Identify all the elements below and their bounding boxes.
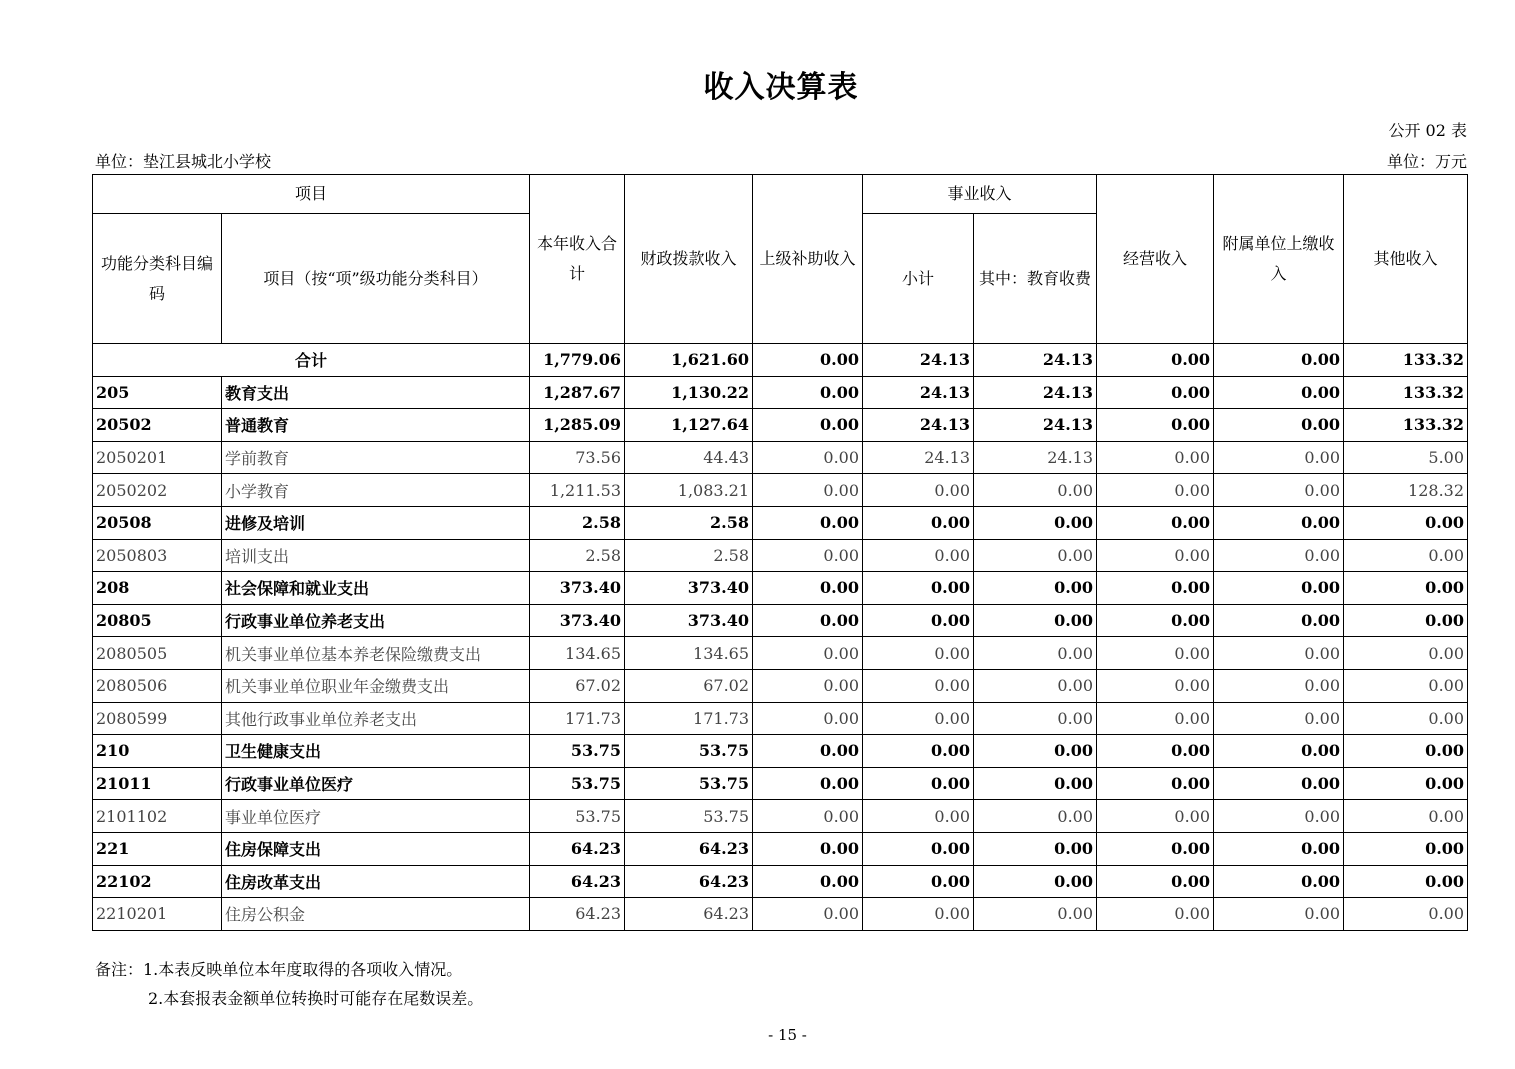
table-cell: 0.00 <box>1214 800 1344 833</box>
table-cell: 0.00 <box>1344 637 1468 670</box>
table-cell: 0.00 <box>753 898 863 931</box>
table-cell: 0.00 <box>1097 474 1214 507</box>
table-cell: 0.00 <box>753 506 863 539</box>
table-cell: 0.00 <box>974 474 1097 507</box>
table-cell: 24.13 <box>863 441 974 474</box>
table-cell: 0.00 <box>863 865 974 898</box>
total-row <box>93 344 1468 377</box>
cell-code: 20502 <box>93 409 222 442</box>
cell-name: 住房改革支出 <box>222 865 530 898</box>
table-cell: 0.00 <box>1097 604 1214 637</box>
header-name: 项目（按“项”级功能分类科目） <box>222 214 530 344</box>
table-cell: 24.13 <box>974 376 1097 409</box>
table-cell: 24.13 <box>974 409 1097 442</box>
table-cell: 53.75 <box>625 767 753 800</box>
table-cell: 64.23 <box>625 898 753 931</box>
table-cell: 0.00 <box>1097 767 1214 800</box>
table-cell: 0.00 <box>974 637 1097 670</box>
unit-organization: 单位：垫江县城北小学校 <box>95 152 272 171</box>
table-row <box>93 506 1468 539</box>
table-row <box>93 767 1468 800</box>
table-cell: 0.00 <box>1097 344 1214 377</box>
table-cell: 0.00 <box>863 572 974 605</box>
table-row <box>93 604 1468 637</box>
table-cell: 0.00 <box>974 800 1097 833</box>
table-cell: 0.00 <box>974 865 1097 898</box>
income-table <box>92 174 1468 931</box>
cell-code: 208 <box>93 572 222 605</box>
table-cell: 0.00 <box>1344 735 1468 768</box>
cell-code: 2080506 <box>93 669 222 702</box>
table-cell: 1,083.21 <box>625 474 753 507</box>
table-cell: 0.00 <box>1214 539 1344 572</box>
table-cell: 0.00 <box>753 409 863 442</box>
table-cell: 24.13 <box>974 441 1097 474</box>
table-cell: 0.00 <box>1344 832 1468 865</box>
table-cell: 0.00 <box>974 539 1097 572</box>
cell-code: 21011 <box>93 767 222 800</box>
table-cell: 0.00 <box>1344 702 1468 735</box>
cell-code: 2050803 <box>93 539 222 572</box>
table-cell: 0.00 <box>974 898 1097 931</box>
table-cell: 373.40 <box>625 572 753 605</box>
table-cell: 0.00 <box>1344 898 1468 931</box>
table-cell: 44.43 <box>625 441 753 474</box>
table-cell: 0.00 <box>1344 506 1468 539</box>
cell-code: 2050201 <box>93 441 222 474</box>
table-cell: 1,127.64 <box>625 409 753 442</box>
note-2: 2.本套报表金额单位转换时可能存在尾数误差。 <box>148 989 484 1008</box>
header-affiliated: 附属单位上缴收入 <box>1214 175 1344 344</box>
table-cell: 73.56 <box>530 441 625 474</box>
table-row <box>93 572 1468 605</box>
table-cell: 0.00 <box>1214 604 1344 637</box>
table-row <box>93 637 1468 670</box>
table-cell: 2.58 <box>530 506 625 539</box>
table-cell: 0.00 <box>1097 832 1214 865</box>
table-row <box>93 539 1468 572</box>
table-row <box>93 865 1468 898</box>
table-cell: 0.00 <box>753 702 863 735</box>
table-row <box>93 409 1468 442</box>
table-cell: 24.13 <box>863 409 974 442</box>
table-cell: 0.00 <box>1097 669 1214 702</box>
table-cell: 373.40 <box>625 604 753 637</box>
table-cell: 0.00 <box>863 702 974 735</box>
table-cell: 1,287.67 <box>530 376 625 409</box>
table-cell: 0.00 <box>1097 702 1214 735</box>
header-business: 事业收入 <box>863 175 1097 214</box>
table-row <box>93 702 1468 735</box>
table-cell: 0.00 <box>1214 735 1344 768</box>
table-cell: 67.02 <box>530 669 625 702</box>
table-cell: 0.00 <box>1097 409 1214 442</box>
table-row <box>93 800 1468 833</box>
table-cell: 134.65 <box>625 637 753 670</box>
table-cell: 0.00 <box>753 572 863 605</box>
table-cell: 0.00 <box>1214 572 1344 605</box>
table-cell: 0.00 <box>1214 409 1344 442</box>
table-cell: 0.00 <box>863 637 974 670</box>
table-cell: 373.40 <box>530 604 625 637</box>
cell-name: 卫生健康支出 <box>222 735 530 768</box>
table-cell: 0.00 <box>1097 441 1214 474</box>
table-cell: 0.00 <box>863 604 974 637</box>
table-cell: 0.00 <box>863 669 974 702</box>
table-cell: 133.32 <box>1344 376 1468 409</box>
table-cell: 0.00 <box>863 539 974 572</box>
cell-code: 20508 <box>93 506 222 539</box>
table-cell: 24.13 <box>974 344 1097 377</box>
cell-code: 2210201 <box>93 898 222 931</box>
table-cell: 0.00 <box>1344 539 1468 572</box>
note-1: 备注：1.本表反映单位本年度取得的各项收入情况。 <box>95 960 463 979</box>
header-code: 功能分类科目编码 <box>93 214 222 344</box>
page-title: 收入决算表 <box>703 70 859 105</box>
cell-code: 205 <box>93 376 222 409</box>
header-fiscal: 财政拨款收入 <box>625 175 753 344</box>
table-cell: 0.00 <box>753 539 863 572</box>
table-cell: 0.00 <box>1097 800 1214 833</box>
table-row <box>93 832 1468 865</box>
table-cell: 24.13 <box>863 344 974 377</box>
table-cell: 53.75 <box>625 735 753 768</box>
table-cell: 0.00 <box>753 767 863 800</box>
cell-code: 20805 <box>93 604 222 637</box>
cell-name: 培训支出 <box>222 539 530 572</box>
table-cell: 53.75 <box>625 800 753 833</box>
table-cell: 0.00 <box>753 604 863 637</box>
total-label: 合计 <box>93 344 530 377</box>
table-cell: 0.00 <box>863 474 974 507</box>
table-cell: 64.23 <box>530 832 625 865</box>
cell-name: 社会保障和就业支出 <box>222 572 530 605</box>
cell-name: 其他行政事业单位养老支出 <box>222 702 530 735</box>
table-cell: 128.32 <box>1344 474 1468 507</box>
cell-code: 2080599 <box>93 702 222 735</box>
table-cell: 0.00 <box>1214 702 1344 735</box>
table-cell: 0.00 <box>1097 735 1214 768</box>
cell-name: 进修及培训 <box>222 506 530 539</box>
table-cell: 0.00 <box>863 767 974 800</box>
table-cell: 0.00 <box>1097 376 1214 409</box>
unit-currency: 单位：万元 <box>1386 152 1467 171</box>
table-row <box>93 669 1468 702</box>
table-cell: 0.00 <box>974 735 1097 768</box>
cell-name: 行政事业单位养老支出 <box>222 604 530 637</box>
table-cell: 0.00 <box>974 572 1097 605</box>
cell-code: 22102 <box>93 865 222 898</box>
table-cell: 0.00 <box>863 735 974 768</box>
table-row <box>93 898 1468 931</box>
table-cell: 0.00 <box>1097 865 1214 898</box>
table-cell: 0.00 <box>863 898 974 931</box>
table-cell: 0.00 <box>1214 506 1344 539</box>
page-number: - 15 - <box>768 1026 807 1044</box>
table-cell: 0.00 <box>1214 767 1344 800</box>
cell-name: 机关事业单位职业年金缴费支出 <box>222 669 530 702</box>
cell-name: 教育支出 <box>222 376 530 409</box>
cell-name: 小学教育 <box>222 474 530 507</box>
table-cell: 0.00 <box>1344 669 1468 702</box>
table-cell: 0.00 <box>863 800 974 833</box>
header-subtotal: 小计 <box>863 214 974 344</box>
cell-name: 普通教育 <box>222 409 530 442</box>
cell-name: 学前教育 <box>222 441 530 474</box>
header-other: 其他收入 <box>1344 175 1468 344</box>
table-cell: 1,130.22 <box>625 376 753 409</box>
table-cell: 0.00 <box>1097 898 1214 931</box>
table-cell: 0.00 <box>974 702 1097 735</box>
table-cell: 64.23 <box>625 832 753 865</box>
table-cell: 0.00 <box>974 604 1097 637</box>
table-cell: 0.00 <box>1097 506 1214 539</box>
table-cell: 64.23 <box>530 898 625 931</box>
cell-code: 221 <box>93 832 222 865</box>
table-row <box>93 474 1468 507</box>
table-cell: 0.00 <box>1214 832 1344 865</box>
table-cell: 0.00 <box>753 376 863 409</box>
table-cell: 0.00 <box>863 506 974 539</box>
table-cell: 2.58 <box>530 539 625 572</box>
table-cell: 133.32 <box>1344 409 1468 442</box>
table-cell: 0.00 <box>1344 604 1468 637</box>
cell-name: 事业单位医疗 <box>222 800 530 833</box>
cell-name: 机关事业单位基本养老保险缴费支出 <box>222 637 530 670</box>
table-cell: 0.00 <box>753 865 863 898</box>
table-row <box>93 376 1468 409</box>
table-cell: 0.00 <box>1097 637 1214 670</box>
table-cell: 0.00 <box>753 474 863 507</box>
header-total: 本年收入合计 <box>530 175 625 344</box>
table-cell: 53.75 <box>530 735 625 768</box>
table-cell: 134.65 <box>530 637 625 670</box>
table-cell: 1,779.06 <box>530 344 625 377</box>
cell-code: 2101102 <box>93 800 222 833</box>
table-cell: 0.00 <box>1214 865 1344 898</box>
table-cell: 171.73 <box>530 702 625 735</box>
cell-name: 行政事业单位医疗 <box>222 767 530 800</box>
table-row <box>93 441 1468 474</box>
header-superior: 上级补助收入 <box>753 175 863 344</box>
table-cell: 0.00 <box>753 735 863 768</box>
table-cell: 0.00 <box>1344 572 1468 605</box>
form-number: 公开 02 表 <box>1388 121 1467 140</box>
header-operating: 经营收入 <box>1097 175 1214 344</box>
table-cell: 53.75 <box>530 767 625 800</box>
table-cell: 0.00 <box>974 767 1097 800</box>
table-cell: 0.00 <box>974 669 1097 702</box>
table-cell: 1,211.53 <box>530 474 625 507</box>
table-cell: 67.02 <box>625 669 753 702</box>
table-cell: 64.23 <box>625 865 753 898</box>
table-cell: 2.58 <box>625 539 753 572</box>
table-cell: 0.00 <box>1214 898 1344 931</box>
header-item: 项目 <box>93 175 530 214</box>
cell-code: 210 <box>93 735 222 768</box>
table-cell: 0.00 <box>1214 669 1344 702</box>
table-cell: 171.73 <box>625 702 753 735</box>
table-cell: 0.00 <box>974 832 1097 865</box>
table-cell: 0.00 <box>1214 344 1344 377</box>
table-cell: 0.00 <box>753 800 863 833</box>
table-cell: 0.00 <box>863 832 974 865</box>
table-cell: 0.00 <box>1214 474 1344 507</box>
cell-code: 2080505 <box>93 637 222 670</box>
table-cell: 1,621.60 <box>625 344 753 377</box>
table-cell: 373.40 <box>530 572 625 605</box>
cell-code: 2050202 <box>93 474 222 507</box>
table-cell: 0.00 <box>753 637 863 670</box>
table-cell: 53.75 <box>530 800 625 833</box>
table-cell: 0.00 <box>753 344 863 377</box>
table-cell: 64.23 <box>530 865 625 898</box>
table-cell: 133.32 <box>1344 344 1468 377</box>
table-cell: 1,285.09 <box>530 409 625 442</box>
table-cell: 0.00 <box>1097 572 1214 605</box>
table-cell: 0.00 <box>753 669 863 702</box>
cell-name: 住房公积金 <box>222 898 530 931</box>
table-cell: 0.00 <box>974 506 1097 539</box>
table-cell: 0.00 <box>753 832 863 865</box>
table-cell: 0.00 <box>1214 441 1344 474</box>
table-cell: 24.13 <box>863 376 974 409</box>
table-cell: 2.58 <box>625 506 753 539</box>
table-cell: 0.00 <box>1344 800 1468 833</box>
table-cell: 0.00 <box>1214 637 1344 670</box>
table-cell: 5.00 <box>1344 441 1468 474</box>
header-edu-fee: 其中：教育收费 <box>974 214 1097 344</box>
table-cell: 0.00 <box>753 441 863 474</box>
cell-name: 住房保障支出 <box>222 832 530 865</box>
table-cell: 0.00 <box>1214 376 1344 409</box>
table-cell: 0.00 <box>1344 865 1468 898</box>
table-row <box>93 735 1468 768</box>
table-cell: 0.00 <box>1344 767 1468 800</box>
table-cell: 0.00 <box>1097 539 1214 572</box>
